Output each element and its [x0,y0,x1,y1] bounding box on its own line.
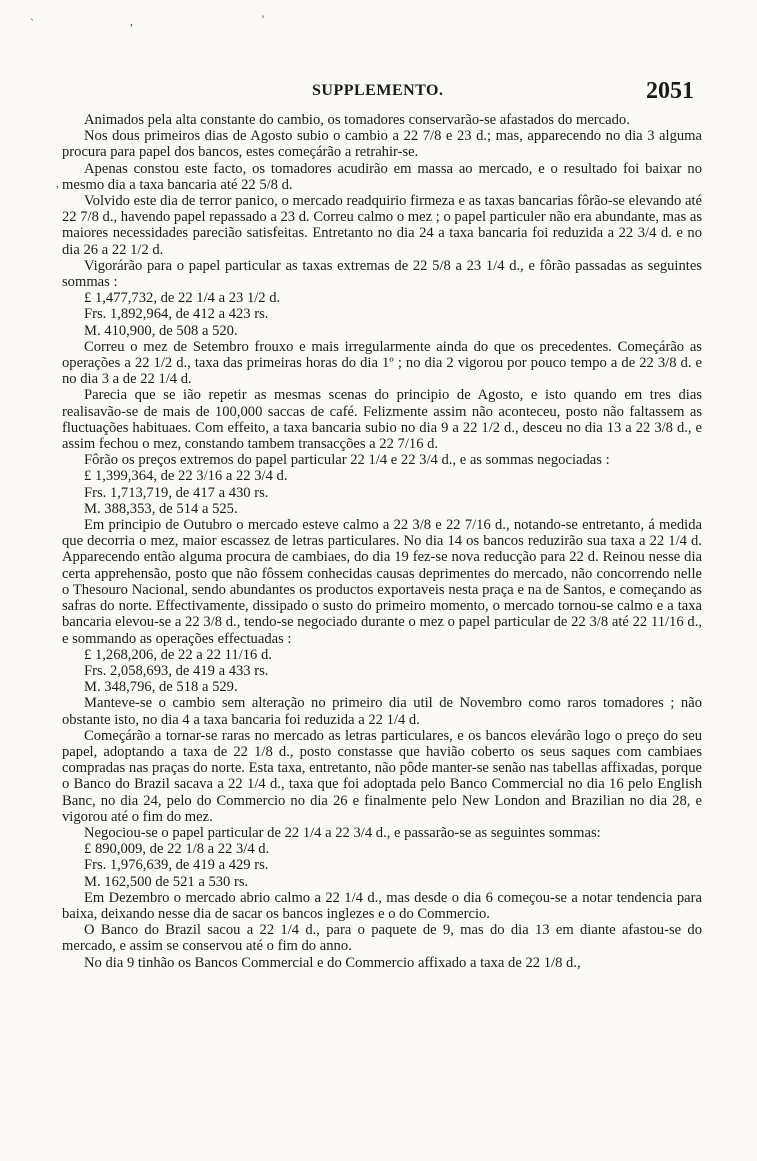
figure-line: M. 388,353, de 514 a 525. [84,500,238,517]
paragraph: Negociou-se o papel particular de 22 1/4 a 22 3/4 d., e passarão-se as seguintes sommas: [84,824,601,841]
page-header [0,78,757,108]
print-speck: ` [30,16,34,30]
figure-line: £ 1,477,732, de 22 1/4 a 23 1/2 d. [84,290,281,307]
figure-line: Frs. 2,058,693, de 419 a 433 rs. [84,662,269,679]
page-number: 2051 [646,78,694,104]
figure-line: £ 890,009, de 22 1/8 a 22 3/4 d. [84,841,270,858]
figure-line: M. 348,796, de 518 a 529. [84,679,238,696]
print-speck: ' [262,12,265,26]
paragraph: Apenas constou este facto, os tomadores acudirão em massa ao mercado, e o resultado foi baixar no mesmo dia a taxa bancaria até 22 5/8 d. [62,160,702,193]
running-title: SUPPLEMENTO. [312,82,444,99]
paragraph: Em principio de Outubro o mercado esteve calmo a 22 3/8 e 22 7/16 d., notando-se entretanto, á medida que decorria o mez, maior escassez de letras particulares. No dia 14 os bancos reduzirão sua taxa a 22 1/4 d. Apparecendo então alguma procura de cambiaes, do dia 19 fez-se nova reducção para 22 d. Reinou nesse dia certa apprehensão, posto que não fôssem conhecidas causas deprimentes do mercado, não concorrendo nelle o Thesouro Nacional, sendo abundantes os productos exportaveis nesta praça e na de Santos, e começando as safras do norte. Effectivamente, dissipado o susto do primeiro momento, o mercado tornou-se calmo e a taxa bancaria elevou-se a 22 3/8 d., tendo-se negociado durante o mez o papel particular de 22 3/8 até 22 11/16 d., e sommando as operações effectuadas : [62,517,702,647]
paragraph: Vigorárão para o papel particular as taxas extremas de 22 5/8 a 23 1/4 d., e fôrão passadas as seguintes sommas : [62,257,702,291]
paragraph: Animados pela alta constante do cambio, os tomadores conservarão-se afastados do mercado. [84,112,630,128]
print-speck: , [56,176,59,190]
paragraph: O Banco do Brazil sacou a 22 1/4 d., para o paquete de 9, mas do dia 13 em diante afastou-se do mercado, e assim se conservou até o fim do anno. [62,922,702,955]
paragraph: Fôrão os preços extremos do papel particular 22 1/4 e 22 3/4 d., e as sommas negociadas : [84,452,610,469]
paragraph: Volvido este dia de terror panico, o mercado readquirio firmeza e as taxas bancarias fôrão-se elevando até 22 7/8 d., havendo papel repassado a 23 d. Correu calmo o mez ; o papel particuler não era abundante, mas as maiores necessidades parecião satisfeitas. Entretanto no dia 24 a taxa bancaria foi reduzida a 22 3/4 d. e no dia 26 a 22 1/2 d. [62,193,702,258]
figure-line: Frs. 1,713,719, de 417 a 430 rs. [84,484,269,501]
paragraph: Manteve-se o cambio sem alteração no primeiro dia util de Novembro como raros tomadores ; não obstante isto, no dia 4 a taxa bancaria foi reduzida a 22 1/4 d. [62,695,702,728]
figure-line: Frs. 1,892,964, de 412 a 423 rs. [84,306,269,323]
paragraph: Em Dezembro o mercado abrio calmo a 22 1/4 d., mas desde o dia 6 começou-se a notar tendencia para baixa, deixando nesse dia de sacar os bancos inglezes e o do Commercio. [62,889,702,922]
paragraph: Começárão a tornar-se raras no mercado as letras particulares, e os bancos elevárão logo o preço do seu papel, adoptando a taxa de 22 1/8 d., posto constasse que havião coberto os seus saques com cambiaes compradas nas praças do norte. Esta taxa, entretanto, não pôde manter-se senão nas tabellas affixadas, porque o Banco do Brazil sacava a 22 1/4 d., taxa que foi adoptada pelo Banco Commercial no dia 16 pelo English Banc, no dia 24, pelo do Commercio no dia 26 e finalmente pelo New London and Brazilian no dia 28, e vigorou até o fim do mez. [62,727,702,825]
paragraph: Parecia que se ião repetir as mesmas scenas do principio de Agosto, e isto quando em tres dias realisavão-se de mais de 100,000 saccas de café. Felizmente assim não aconteceu, posto não faltassem as fluctuações habituaes. Com effeito, a taxa bancaria subio no dia 9 a 22 1/2 d., desceu no dia 13 a 22 3/8 d., e assim fechou o mez, constando tambem transacções a 22 7/16 d. [62,387,702,453]
figure-line: £ 1,268,206, de 22 a 22 11/16 d. [84,646,272,663]
figure-line: Frs. 1,976,639, de 419 a 429 rs. [84,857,269,874]
figure-line: M. 410,900, de 508 a 520. [84,322,238,339]
paragraph: Correu o mez de Setembro frouxo e mais irregularmente ainda do que os precedentes. Começárão as operações a 22 1/2 d., taxa das primeiras horas do dia 1º ; no dia 2 vigorou por pouco tempo a de 22 3/8 d. e no dia 3 a de 22 1/4 d. [62,338,702,388]
print-speck: , [130,14,133,28]
paragraph: No dia 9 tinhão os Bancos Commercial e do Commercio affixado a taxa de 22 1/8 d., [84,954,581,971]
figure-line: M. 162,500 de 521 a 530 rs. [84,873,249,890]
paragraph: Nos dous primeiros dias de Agosto subio o cambio a 22 7/8 e 23 d.; mas, apparecendo no dia 3 alguma procura para papel dos bancos, estes começárão a retrahir-se. [62,128,702,161]
body-text [62,112,702,971]
figure-line: £ 1,399,364, de 22 3/16 a 22 3/4 d. [84,468,288,485]
